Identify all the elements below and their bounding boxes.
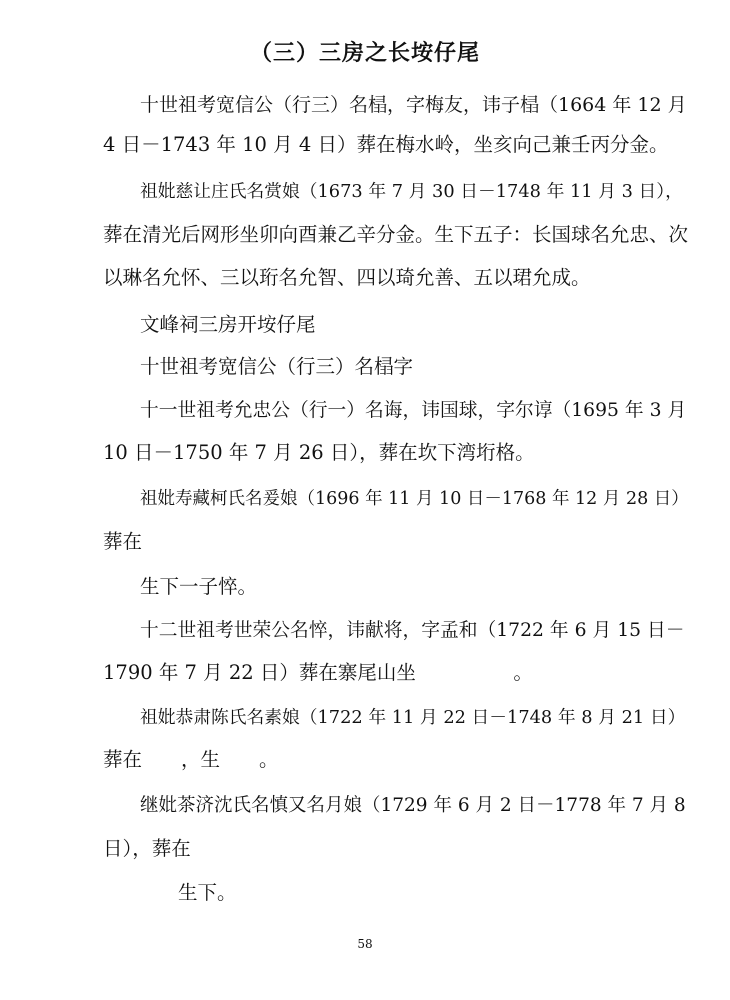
text-line: 继妣茶济沈氏名慎又名月娘（1729 年 6 月 2 日－1778 年 7 月 8 <box>140 795 686 816</box>
text-line: 祖妣慈让庄氏名赏娘（1673 年 7 月 30 日－1748 年 11 月 3 日）， <box>140 182 683 202</box>
text-line: 葬在 <box>103 530 143 553</box>
text-line: 葬在清光后网形坐卯向酉兼乙辛分金。生下五子：长国球名允忠、次 <box>103 223 689 246</box>
text-line: 10 日－1750 年 7 月 26 日），葬在坎下湾垳格。 <box>103 441 535 464</box>
text-line: 以琳名允怀、三以珩名允智、四以琦允善、五以珺允成。 <box>103 266 591 289</box>
text-line: 文峰祠三房开垵仔尾 <box>140 313 316 336</box>
text-line: 十世祖考宽信公（行三）名榋，字梅友，讳子榋（1664 年 12 月 <box>140 94 687 116</box>
page-number: 58 <box>357 937 373 951</box>
section-title: （三）三房之长垵仔尾 <box>249 41 480 66</box>
text-line: 十二世祖考世荣公名悴，讳献将，字孟和（1722 年 6 月 15 日－ <box>140 620 685 641</box>
text-line: 生下。 <box>178 881 237 904</box>
text-line: 祖妣恭肃陈氏名素娘（1722 年 11 月 22 日－1748 年 8 月 21 日） <box>140 708 686 728</box>
text-line: 祖妣寿藏柯氏名爰娘（1696 年 11 月 10 日－1768 年 12 月 28 日） <box>140 489 689 509</box>
text-line: 十一世祖考允忠公（行一）名诲，讳国球，字尔谆（1695 年 3 月 <box>140 400 687 421</box>
text-line: 日），葬在 <box>103 837 191 860</box>
text-line: 生下一子悴。 <box>140 575 258 598</box>
text-line: 十世祖考宽信公（行三）名榋字 <box>140 355 414 378</box>
text-line: 1790 年 7 月 22 日）葬在寨尾山坐 。 <box>103 661 533 684</box>
text-line: 4 日－1743 年 10 月 4 日）葬在梅水岭，坐亥向己兼壬丙分金。 <box>103 133 669 156</box>
text-line: 葬在 ，生 。 <box>103 748 279 771</box>
